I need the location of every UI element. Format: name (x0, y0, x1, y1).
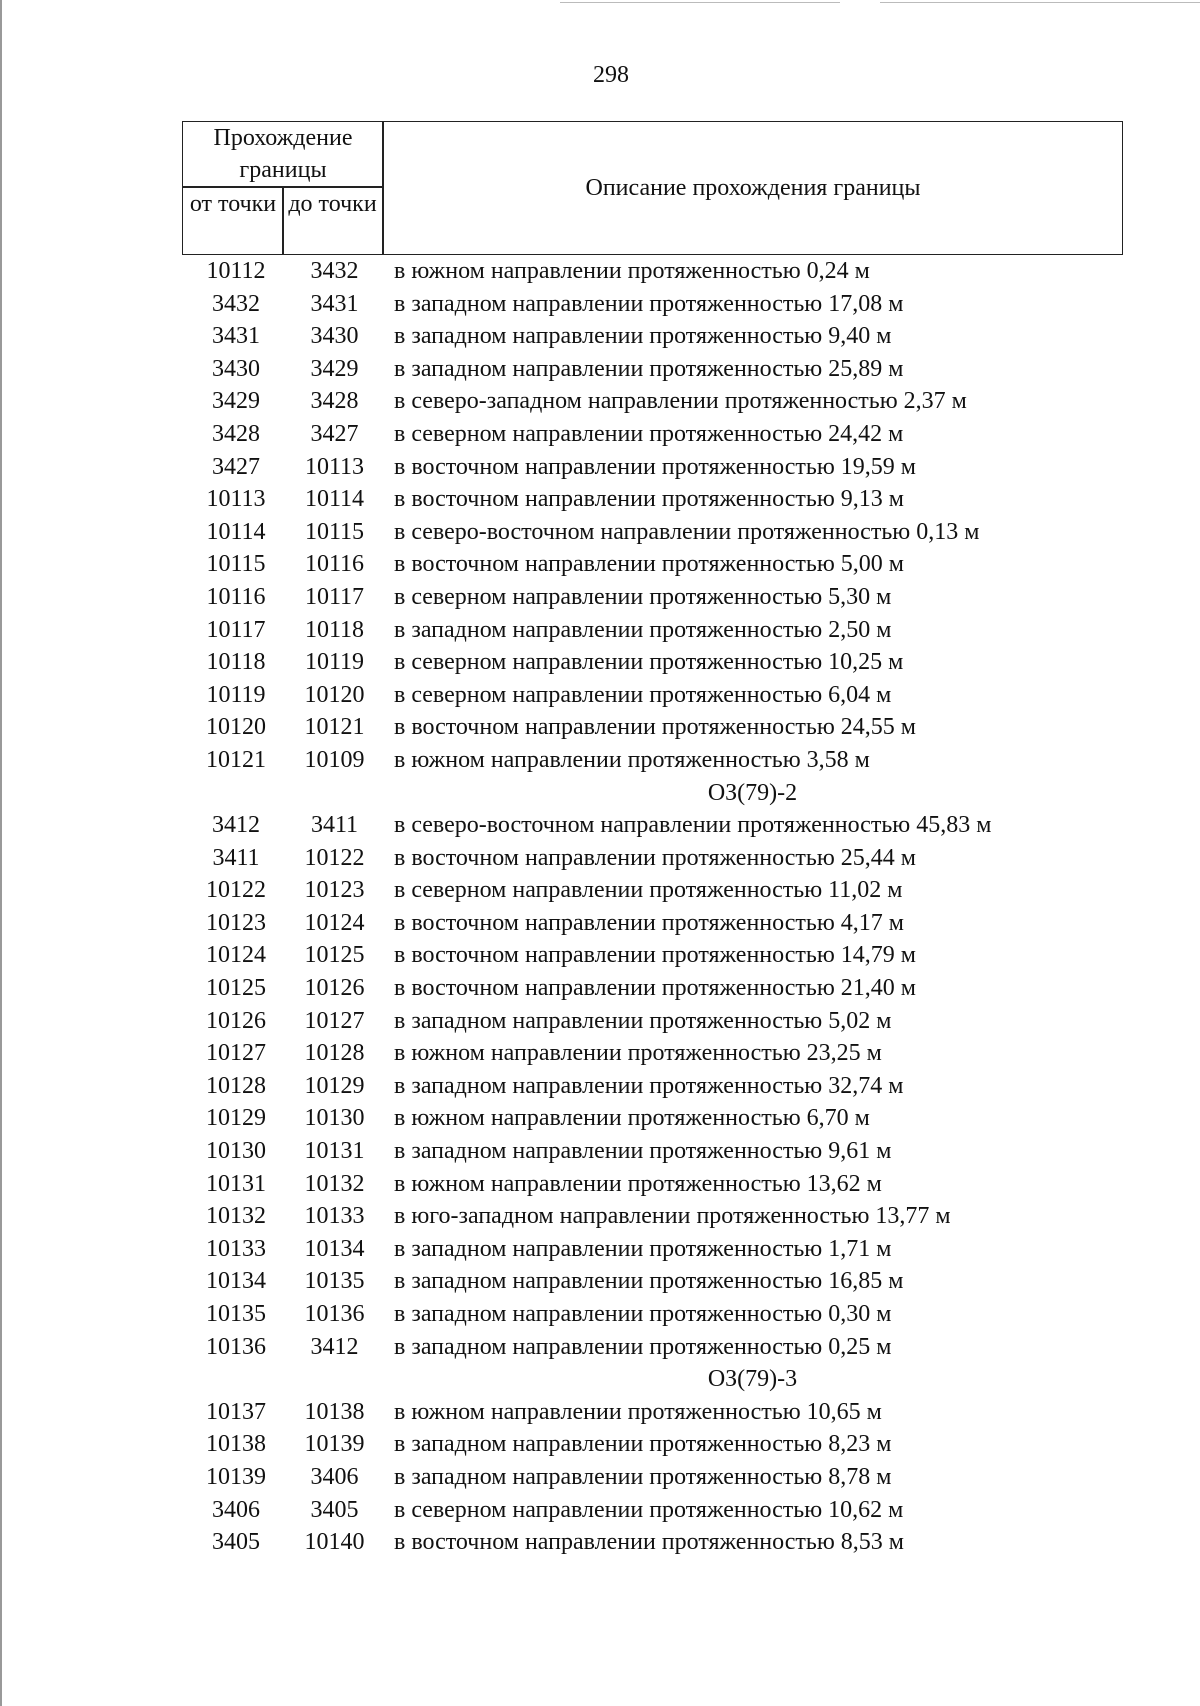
to-point-cell: 10125 (304, 942, 365, 969)
table-row (0, 744, 1200, 777)
description-cell: в западном направлении протяженностью 8,78 м (394, 1463, 892, 1490)
to-point-cell: 10135 (304, 1268, 365, 1295)
header-from-point: от точки (189, 191, 277, 217)
to-point-cell: 3431 (310, 290, 359, 317)
to-point-cell: 10113 (304, 453, 365, 480)
from-point-cell: 3427 (212, 453, 260, 480)
from-point-cell: 3406 (212, 1496, 260, 1523)
to-point-cell: 10139 (304, 1431, 365, 1458)
to-point-cell: 3430 (310, 323, 359, 350)
from-point-cell: 10129 (206, 1105, 266, 1132)
table-row (0, 1461, 1200, 1494)
from-point-cell: 10117 (206, 616, 266, 643)
from-point-cell: 10125 (206, 975, 266, 1002)
from-point-cell: 10116 (206, 583, 266, 610)
header-passage-title: Прохождение границы (213, 125, 353, 183)
to-point-cell: 10119 (304, 649, 365, 676)
page-number: 298 (593, 62, 629, 88)
from-point-cell: 10130 (206, 1138, 266, 1165)
to-point-cell: 10121 (304, 714, 365, 741)
table-row (0, 907, 1200, 940)
description-cell: в северо-восточном направлении протяженностью 45,83 м (394, 812, 992, 839)
description-cell: в западном направлении протяженностью 25,89 м (394, 355, 904, 382)
from-point-cell: 10131 (206, 1170, 266, 1197)
description-cell: в северо-западном направлении протяженностью 2,37 м (394, 388, 967, 415)
description-cell: в южном направлении протяженностью 23,25 м (394, 1040, 882, 1067)
to-point-cell: 10123 (304, 877, 365, 904)
table-row (0, 255, 1200, 288)
description-cell: в северо-восточном направлении протяженностью 0,13 м (394, 518, 980, 545)
table-row (0, 1494, 1200, 1527)
table-row (0, 1265, 1200, 1298)
to-point-cell: 3405 (310, 1496, 359, 1523)
to-point-cell: 10118 (304, 616, 365, 643)
from-point-cell: 10121 (206, 746, 266, 773)
description-cell: в южном направлении протяженностью 13,62 м (394, 1170, 882, 1197)
from-point-cell: 10127 (206, 1040, 266, 1067)
table-row (0, 939, 1200, 972)
description-cell: в южном направлении протяженностью 6,70 м (394, 1105, 870, 1132)
description-cell: в южном направлении протяженностью 3,58 м (394, 746, 870, 773)
table-row (0, 614, 1200, 647)
section-heading-row (0, 1363, 1200, 1396)
description-cell: в западном направлении протяженностью 5,02 м (394, 1007, 892, 1034)
to-point-cell: 10136 (304, 1301, 365, 1327)
from-point-cell: 10135 (206, 1301, 266, 1327)
table-row (0, 874, 1200, 907)
to-point-cell: 10120 (304, 681, 365, 708)
from-point-cell: 10112 (206, 258, 266, 284)
from-point-cell: 3429 (212, 388, 260, 415)
scan-top-rule (880, 2, 1200, 3)
from-point-cell: 3412 (212, 812, 260, 839)
table-row (0, 483, 1200, 516)
description-cell: в западном направлении протяженностью 17,08 м (394, 290, 904, 317)
table-row (0, 1102, 1200, 1135)
table-row (0, 1331, 1200, 1364)
description-cell: в восточном направлении протяженностью 4,17 м (394, 909, 904, 936)
description-cell: в северном направлении протяженностью 5,30 м (394, 583, 892, 610)
to-point-cell: 3428 (310, 388, 359, 415)
description-cell: в западном направлении протяженностью 2,50 м (394, 616, 892, 643)
table-row (0, 1233, 1200, 1266)
from-point-cell: 3405 (212, 1529, 260, 1556)
table-row (0, 1037, 1200, 1070)
table-row (0, 320, 1200, 353)
from-point-cell: 10132 (206, 1203, 266, 1230)
table-row (0, 842, 1200, 875)
to-point-cell: 10127 (304, 1007, 365, 1034)
from-point-cell: 10119 (206, 681, 266, 708)
table-row (0, 972, 1200, 1005)
from-point-cell: 10120 (206, 714, 266, 741)
description-cell: в северном направлении протяженностью 10,62 м (394, 1496, 904, 1523)
from-point-cell: 3430 (212, 355, 260, 382)
description-cell: в восточном направлении протяженностью 5,00 м (394, 551, 904, 578)
table-row (0, 679, 1200, 712)
table-row (0, 516, 1200, 549)
to-point-cell: 10126 (304, 975, 365, 1002)
from-point-cell: 10133 (206, 1235, 266, 1262)
to-point-cell: 10114 (304, 486, 365, 513)
to-point-cell: 10138 (304, 1398, 365, 1425)
from-point-cell: 10139 (206, 1463, 266, 1490)
table-row (0, 385, 1200, 418)
to-point-cell: 10122 (304, 844, 365, 871)
to-point-cell: 10132 (304, 1170, 365, 1197)
description-cell: в западном направлении протяженностью 1,71 м (394, 1235, 892, 1262)
table-row (0, 1298, 1200, 1331)
header-to-point: до точки (288, 191, 377, 217)
table-row (0, 1200, 1200, 1233)
description-cell: в западном направлении протяженностью 32,74 м (394, 1072, 904, 1099)
table-row (0, 1005, 1200, 1038)
description-cell: в северном направлении протяженностью 24,42 м (394, 420, 904, 447)
description-cell: в северном направлении протяженностью 11,02 м (394, 877, 903, 904)
from-point-cell: 10136 (206, 1333, 266, 1360)
description-cell: в западном направлении протяженностью 16,85 м (394, 1268, 904, 1295)
to-point-cell: 3411 (310, 812, 359, 839)
to-point-cell: 10130 (304, 1105, 365, 1132)
from-point-cell: 3431 (212, 323, 260, 350)
from-point-cell: 10113 (206, 486, 266, 513)
table-row (0, 1396, 1200, 1429)
table-row (0, 809, 1200, 842)
from-point-cell: 3428 (212, 420, 260, 447)
table-row (0, 1070, 1200, 1103)
to-point-cell: 10128 (304, 1040, 365, 1067)
from-point-cell: 10138 (206, 1431, 266, 1458)
to-point-cell: 3432 (310, 258, 359, 284)
description-cell: в западном направлении протяженностью 0,25 м (394, 1333, 892, 1360)
section-title: ОЗ(79)-3 (707, 1366, 798, 1393)
description-cell: в восточном направлении протяженностью 14,79 м (394, 942, 916, 969)
description-cell: в восточном направлении протяженностью 8,53 м (394, 1529, 904, 1556)
section-title: ОЗ(79)-2 (707, 779, 798, 806)
to-point-cell: 10129 (304, 1072, 365, 1099)
to-point-cell: 3429 (310, 355, 359, 382)
to-point-cell: 10124 (304, 909, 365, 936)
table-header (182, 121, 1123, 255)
description-cell: в южном направлении протяженностью 0,24 м (394, 258, 870, 284)
description-cell: в западном направлении протяженностью 0,30 м (394, 1301, 892, 1327)
header-description: Описание прохождения границы (585, 175, 921, 201)
table-row (0, 1135, 1200, 1168)
table-row (0, 451, 1200, 484)
from-point-cell: 3432 (212, 290, 260, 317)
from-point-cell: 10137 (206, 1398, 266, 1425)
from-point-cell: 10115 (206, 551, 266, 578)
table-row (0, 581, 1200, 614)
description-cell: в восточном направлении протяженностью 25,44 м (394, 844, 916, 871)
table-row (0, 548, 1200, 581)
to-point-cell: 3406 (310, 1463, 359, 1490)
to-point-cell: 3427 (310, 420, 359, 447)
from-point-cell: 3411 (212, 844, 260, 871)
from-point-cell: 10126 (206, 1007, 266, 1034)
table-row (0, 288, 1200, 321)
description-cell: в северном направлении протяженностью 10,25 м (394, 649, 904, 676)
description-cell: в западном направлении протяженностью 9,40 м (394, 323, 892, 350)
table-row (0, 711, 1200, 744)
boundary-table-body (0, 255, 1200, 1559)
from-point-cell: 10124 (206, 942, 266, 969)
to-point-cell: 10115 (304, 518, 365, 545)
to-point-cell: 10140 (304, 1529, 365, 1556)
scan-top-rule (560, 2, 840, 3)
table-row (0, 1526, 1200, 1559)
from-point-cell: 10118 (206, 649, 266, 676)
table-row (0, 353, 1200, 386)
table-row (0, 646, 1200, 679)
description-cell: в северном направлении протяженностью 6,04 м (394, 681, 892, 708)
to-point-cell: 10117 (304, 583, 365, 610)
section-heading-row (0, 777, 1200, 810)
description-cell: в восточном направлении протяженностью 9,13 м (394, 486, 904, 513)
from-point-cell: 10123 (206, 909, 266, 936)
from-point-cell: 10128 (206, 1072, 266, 1099)
to-point-cell: 10131 (304, 1138, 365, 1165)
from-point-cell: 10122 (206, 877, 266, 904)
table-row (0, 1428, 1200, 1461)
to-point-cell: 10109 (304, 746, 365, 773)
description-cell: в западном направлении протяженностью 9,61 м (394, 1138, 892, 1165)
description-cell: в западном направлении протяженностью 8,23 м (394, 1431, 892, 1458)
to-point-cell: 10134 (304, 1235, 365, 1262)
description-cell: в восточном направлении протяженностью 24,55 м (394, 714, 916, 741)
table-row (0, 1168, 1200, 1201)
description-cell: в юго-западном направлении протяженностью 13,77 м (394, 1203, 951, 1230)
description-cell: в восточном направлении протяженностью 19,59 м (394, 453, 916, 480)
from-point-cell: 10114 (206, 518, 266, 545)
to-point-cell: 3412 (310, 1333, 359, 1360)
to-point-cell: 10133 (304, 1203, 365, 1230)
from-point-cell: 10134 (206, 1268, 266, 1295)
to-point-cell: 10116 (304, 551, 365, 578)
table-row (0, 418, 1200, 451)
description-cell: в южном направлении протяженностью 10,65 м (394, 1398, 882, 1425)
description-cell: в восточном направлении протяженностью 21,40 м (394, 975, 916, 1002)
